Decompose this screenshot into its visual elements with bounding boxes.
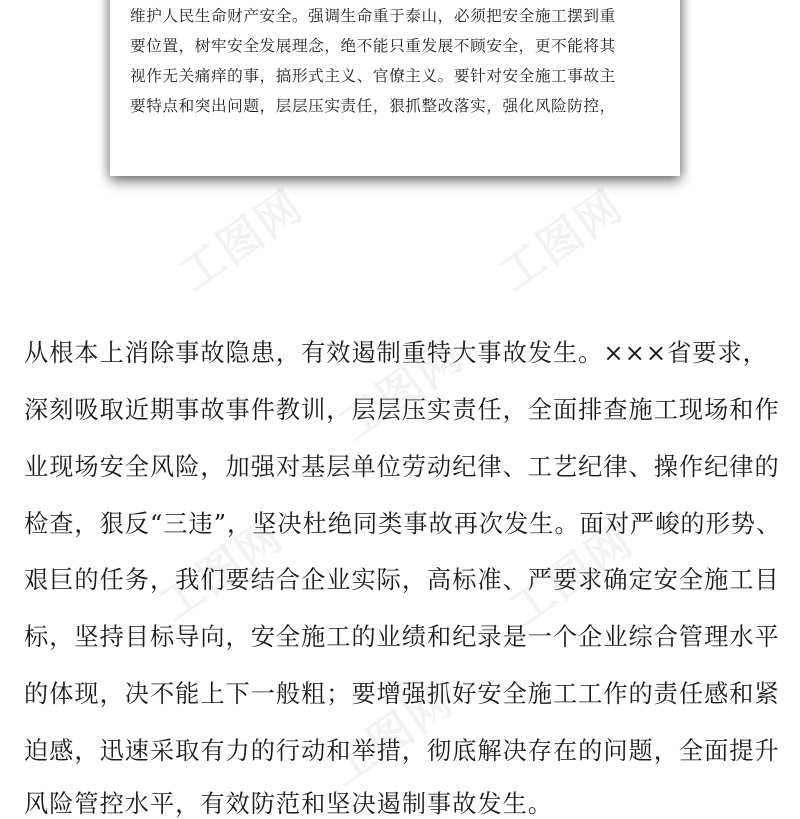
body-text-line: 从根本上消除事故隐患，有效遏制重特大事故发生。×××省要求， — [24, 339, 768, 367]
body-text-line: 检查，狠反“三违”，坚决杜绝同类事故再次发生。面对严峻的形势、 — [24, 510, 782, 538]
watermark-logo: 工图网 — [150, 510, 293, 632]
body-text-line: 业现场安全风险，加强对基层单位劳动纪律、工艺纪律、操作纪律的 — [24, 453, 780, 481]
document-page-card — [110, 0, 680, 176]
card-text-line: 维护人民生命财产安全。强调生命重于泰山，必须把安全施工摆到重 — [130, 7, 616, 25]
watermark-logo: 工图网 — [500, 515, 643, 637]
body-text-line: 的体现，决不能上下一般粗；要增强抓好安全施工工作的责任感和紧 — [24, 680, 780, 708]
body-text-line: 风险管控水平，有效防范和坚决遏制事故发生。 — [24, 790, 553, 818]
body-text-line: 标，坚持目标导向，安全施工的业绩和纪录是一个企业综合管理水平 — [24, 623, 780, 651]
body-text-line: 深刻吸取近期事故事件教训，层层压实责任，全面排查施工现场和作 — [24, 396, 780, 424]
watermark-logo: 工图网 — [330, 330, 473, 452]
body-text-line: 迫感，迅速采取有力的行动和举措，彻底解决存在的问题，全面提升 — [24, 737, 780, 765]
watermark-logo: 工图网 — [490, 180, 633, 302]
body-text-line: 艰巨的任务，我们要结合企业实际，高标准、严要求确定安全施工目 — [24, 566, 780, 594]
card-text-line: 视作无关痛痒的事，搞形式主义、官僚主义。要针对安全施工事故主 — [130, 67, 616, 85]
watermark-logo: 工图网 — [170, 180, 313, 302]
watermark-logo: 工图网 — [320, 675, 463, 797]
card-text-line: 要特点和突出问题，层层压实责任，狠抓整改落实，强化风险防控， — [130, 97, 616, 115]
card-text-line: 要位置，树牢安全发展理念，绝不能只重发展不顾安全，更不能将其 — [130, 37, 616, 55]
